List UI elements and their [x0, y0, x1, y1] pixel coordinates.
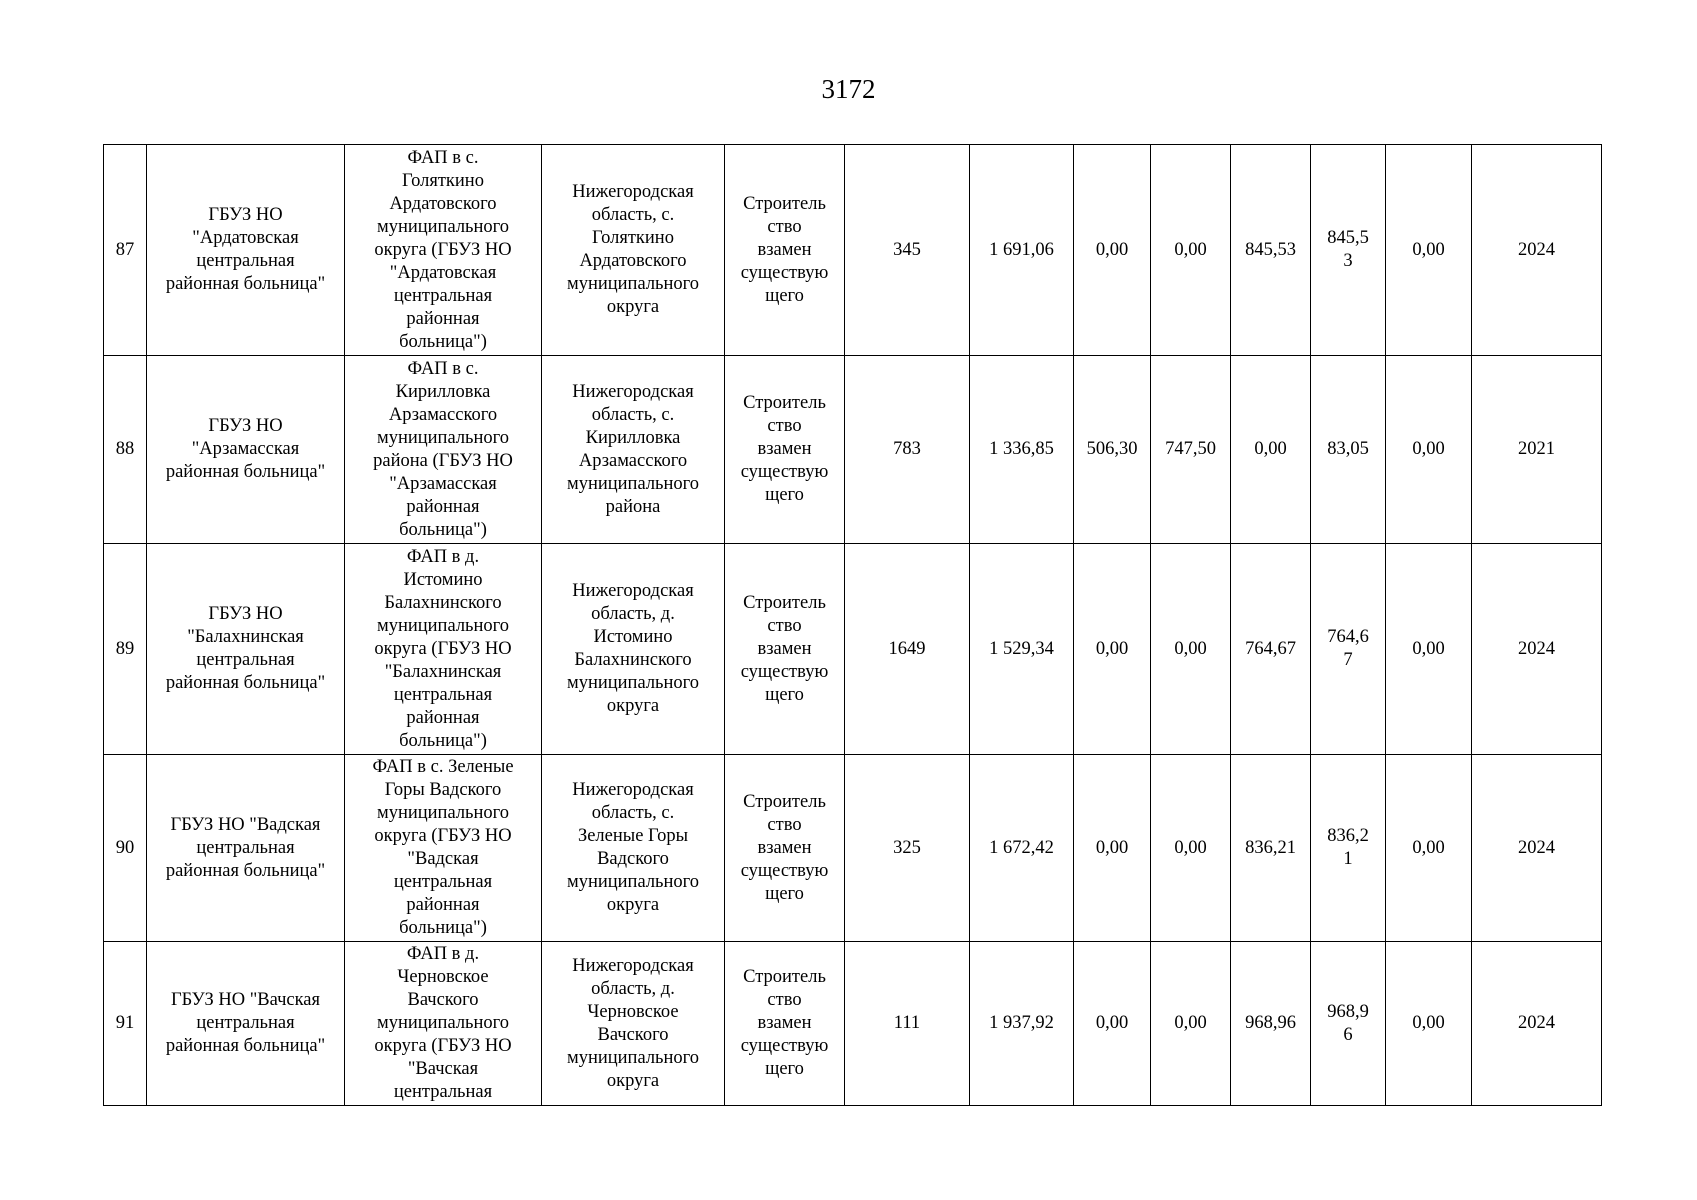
- value-cell: 836,2 1: [1311, 755, 1386, 942]
- value-cell: 0,00: [1386, 145, 1472, 356]
- population-cell: 1649: [845, 544, 970, 755]
- object-cell: ФАП в с. Зеленые Горы Вадского муниципального округа (ГБУЗ НО "Вадская центральная районная больница"): [345, 755, 542, 942]
- total-cost-cell: 1 529,34: [970, 544, 1074, 755]
- organization-cell: ГБУЗ НО "Арзамасская районная больница": [147, 356, 345, 544]
- work-type-cell: Строитель ство взамен существую щего: [725, 544, 845, 755]
- year-cell: 2024: [1472, 755, 1602, 942]
- value-cell: 0,00: [1386, 755, 1472, 942]
- value-cell: 0,00: [1151, 544, 1231, 755]
- row-number: 91: [104, 942, 147, 1106]
- value-cell: 83,05: [1311, 356, 1386, 544]
- table-row: [104, 356, 1602, 544]
- value-cell: 968,9 6: [1311, 942, 1386, 1106]
- work-type-cell: Строитель ство взамен существую щего: [725, 942, 845, 1106]
- population-cell: 111: [845, 942, 970, 1106]
- object-cell: ФАП в с. Кирилловка Арзамасского муниципального района (ГБУЗ НО "Арзамасская районная больница"): [345, 356, 542, 544]
- year-cell: 2024: [1472, 544, 1602, 755]
- value-cell: 845,53: [1231, 145, 1311, 356]
- row-number: 90: [104, 755, 147, 942]
- value-cell: 747,50: [1151, 356, 1231, 544]
- value-cell: 0,00: [1074, 942, 1151, 1106]
- value-cell: 0,00: [1386, 356, 1472, 544]
- row-number: 89: [104, 544, 147, 755]
- value-cell: 764,67: [1231, 544, 1311, 755]
- value-cell: 0,00: [1386, 942, 1472, 1106]
- address-cell: Нижегородская область, с. Кирилловка Арзамасского муниципального района: [542, 356, 725, 544]
- address-cell: Нижегородская область, д. Черновское Вачского муниципального округа: [542, 942, 725, 1106]
- work-type-cell: Строитель ство взамен существую щего: [725, 356, 845, 544]
- population-cell: 325: [845, 755, 970, 942]
- value-cell: 0,00: [1386, 544, 1472, 755]
- address-cell: Нижегородская область, д. Истомино Балахнинского муниципального округа: [542, 544, 725, 755]
- value-cell: 0,00: [1074, 145, 1151, 356]
- work-type-cell: Строитель ство взамен существую щего: [725, 145, 845, 356]
- object-cell: ФАП в с. Голяткино Ардатовского муниципального округа (ГБУЗ НО "Ардатовская центральная районная больница"): [345, 145, 542, 356]
- organization-cell: ГБУЗ НО "Вадская центральная районная больница": [147, 755, 345, 942]
- object-cell: ФАП в д. Черновское Вачского муниципального округа (ГБУЗ НО "Вачская центральная: [345, 942, 542, 1106]
- value-cell: 0,00: [1151, 942, 1231, 1106]
- value-cell: 764,6 7: [1311, 544, 1386, 755]
- year-cell: 2024: [1472, 942, 1602, 1106]
- value-cell: 0,00: [1074, 544, 1151, 755]
- facility-table: [103, 144, 1602, 1106]
- table-row: [104, 544, 1602, 755]
- total-cost-cell: 1 937,92: [970, 942, 1074, 1106]
- page-number: 3172: [821, 74, 876, 104]
- population-cell: 345: [845, 145, 970, 356]
- organization-cell: ГБУЗ НО "Вачская центральная районная больница": [147, 942, 345, 1106]
- address-cell: Нижегородская область, с. Зеленые Горы Вадского муниципального округа: [542, 755, 725, 942]
- year-cell: 2021: [1472, 356, 1602, 544]
- row-number: 87: [104, 145, 147, 356]
- value-cell: 0,00: [1151, 145, 1231, 356]
- row-number: 88: [104, 356, 147, 544]
- value-cell: 0,00: [1151, 755, 1231, 942]
- table-row: [104, 755, 1602, 942]
- address-cell: Нижегородская область, с. Голяткино Ардатовского муниципального округа: [542, 145, 725, 356]
- population-cell: 783: [845, 356, 970, 544]
- value-cell: 0,00: [1074, 755, 1151, 942]
- value-cell: 506,30: [1074, 356, 1151, 544]
- organization-cell: ГБУЗ НО "Балахнинская центральная районная больница": [147, 544, 345, 755]
- value-cell: 836,21: [1231, 755, 1311, 942]
- table-row: [104, 145, 1602, 356]
- value-cell: 0,00: [1231, 356, 1311, 544]
- object-cell: ФАП в д. Истомино Балахнинского муниципального округа (ГБУЗ НО "Балахнинская центральная районная больница"): [345, 544, 542, 755]
- organization-cell: ГБУЗ НО "Ардатовская центральная районная больница": [147, 145, 345, 356]
- year-cell: 2024: [1472, 145, 1602, 356]
- work-type-cell: Строитель ство взамен существую щего: [725, 755, 845, 942]
- total-cost-cell: 1 691,06: [970, 145, 1074, 356]
- total-cost-cell: 1 336,85: [970, 356, 1074, 544]
- table-row: [104, 942, 1602, 1106]
- value-cell: 845,5 3: [1311, 145, 1386, 356]
- total-cost-cell: 1 672,42: [970, 755, 1074, 942]
- value-cell: 968,96: [1231, 942, 1311, 1106]
